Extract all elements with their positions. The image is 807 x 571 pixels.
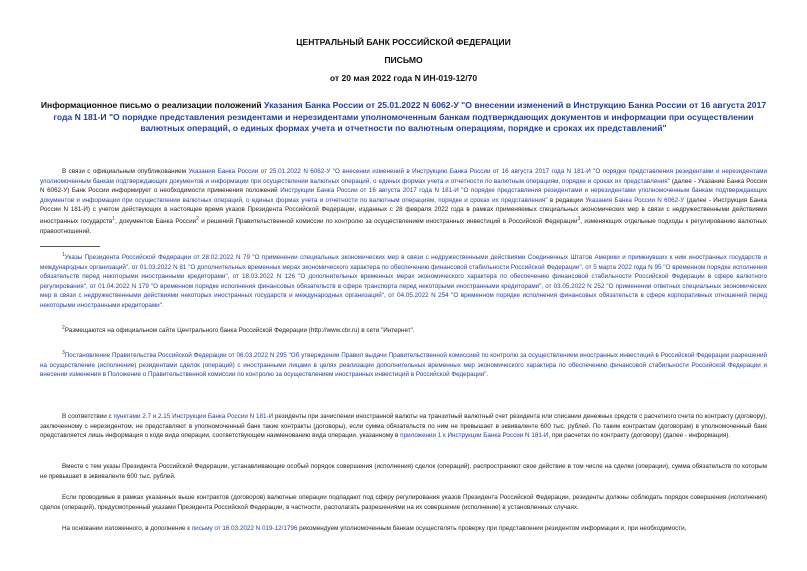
header-org: ЦЕНТРАЛЬНЫЙ БАНК РОССИЙСКОЙ ФЕДЕРАЦИИ (296, 37, 511, 47)
footnote-separator (40, 246, 100, 247)
paragraph-2 (40, 412, 767, 441)
footnote-ref-2[interactable]: 2 (196, 215, 199, 222)
p5-text-2: рекомендуем уполномоченным банкам осуществлять проверку при представлении резидентом информации и, при необходимости, (297, 525, 687, 532)
paragraph-4 (40, 493, 767, 512)
p2-link-points[interactable]: пунктами 2.7 и 2.15 Инструкции Банка России N 181-И (113, 413, 274, 420)
footnote-1-link[interactable]: Указы Президента Российской Федерации от 28.02.2022 N 79 "О применении специальных экономических мер в связи с недружественными действиями Соединенных Штатов Америки и примкнувших к ним иностранных государств и международных организаций", от 01.03.2022 N 81 "О дополнительных временных мерах экономического характера по обеспечению финансовой стабильности Российской Федерации", от 5 марта 2022 года N 95 "О временном порядке исполнения обязательств перед некоторыми иностранными кредиторами", от 18.03.2022 N 126 "О дополнительных временных мерах экономического характера по обеспечению финансовой стабильности Российской Федерации в сфере валютного регулирования", от 01.04.2022 N 179 "О временном порядке исполнения финансовых обязательств в сфере транспорта перед некоторыми иностранными кредиторами", от 03.05.2022 N 252 "О применении ответных специальных экономических мер в связи с недружественными действиями некоторых иностранных государств и международных организаций", от 04.05.2022 N 254 "О временном порядке исполнения финансовых обязательств в сфере корпоративных отношений перед некоторыми иностранными кредиторами". (40, 254, 767, 310)
p1-link-ukazanie-short[interactable]: Указания Банка России N 6062-У (585, 196, 685, 204)
footnote-2 (40, 324, 767, 336)
p2-text-3: , при расчетах по контракту (договору) (далее - информация). (548, 432, 731, 440)
footnote-3-marker: 3 (62, 350, 65, 356)
p5-text-1: На основании изложенного, в дополнение к (62, 525, 192, 532)
footnote-ref-1[interactable]: 1 (112, 215, 116, 222)
p2-link-appendix[interactable]: приложении 1 к Инструкции Банка России N 181-И (400, 432, 549, 440)
p1-text-1: В связи с официальным опубликованием (62, 168, 189, 175)
p1-text-4: (далее - Инструкция Банка России N 181-И) с учетом действующих в настоящее время указов Президента Российской Федерации, изданных с 28 февраля 2022 года в рамках применяемых специальных экономических мер в связи с недружественными действиями иностранных государств (40, 196, 767, 226)
document-title (40, 100, 767, 135)
p1-link-instruction[interactable]: Инструкции Банка России от 16 августа 2017 года N 181-И "О порядке представления резидентами и нерезидентами уполномоченным банкам подтверждающих документов и информации при осуществлении валютных операций, о единых формах учета и отчетности по валютным операциям, порядке и сроках их представления" (40, 187, 767, 204)
footnote-ref-3[interactable]: 3 (577, 215, 581, 222)
header-doc-type: ПИСЬМО (384, 55, 423, 65)
footnote-1 (40, 251, 767, 311)
footnote-2-text: Размещаются на официальном сайте Центрального банка Российской Федерации (http://www.cbr.ru) в сети "Интернет". (64, 327, 415, 335)
title-prefix: Информационное письмо о реализации положений (40, 100, 265, 110)
title-link[interactable]: Указания Банка России от 25.01.2022 N 6062-У "О внесении изменений в Инструкцию Банка России от 16 августа 2017 года N 181-И "О порядке представления резидентами и нерезидентами уполномоченным банкам подтверждающих документов и информации при осуществлении валютных операций, о единых формах учета и отчетности по валютным операциям, порядке и сроках их представлений" (53, 100, 767, 133)
p4-text: Если проводимые в рамках указанных выше контрактов (договоров) валютные операции подпадают под сферу регулирования указов Президента Российской Федерации, резиденты должны соблюдать порядок совершения (исполнения) сделок (операций), предусмотренный указами Президента Российской Федерации, в частности, располагать разрешениями на их совершение (исполнение) в установленных случаях. (40, 494, 767, 511)
p2-text-2: резиденты при зачислении иностранной валюты на транзитный валютный счет резидента или списании денежных средств с расчетного счета по контракту (договору), заключенному с нерезидентом, не представляют в уполномоченный банк такие контракты (договоры), если сумма обязательств по ним не превышает в эквиваленте 600 тыс. рублей. По таким контрактам (договорам) в уполномоченный банк представляется лишь информация о коде вида операции, соответствующем наименованию вида операции, указанному в (40, 413, 768, 440)
p1-text-5: , документов Банка России (115, 218, 197, 226)
p1-link-ukazanie[interactable]: Указания Банка России от 25.01.2022 N 6062-У "О внесении изменений в Инструкцию Банка России от 16 августа 2017 года N 181-И "О порядке представления резидентами и нерезидентами уполномоченным банкам подтверждающих документов и информации при осуществлении валютных операций, о единых формах учета и отчетности по валютным операциям, порядке и сроках их представления" (40, 168, 767, 185)
paragraph-1 (40, 167, 767, 236)
p1-text-7: , изменяющих отдельные подходы к регулированию валютных правоотношений. (40, 218, 768, 235)
footnote-1-marker: 1 (62, 252, 65, 258)
footnote-3 (40, 349, 767, 380)
paragraph-5 (40, 524, 767, 534)
header-doc-date: от 20 мая 2022 года N ИН-019-12/70 (329, 73, 478, 83)
p2-text-1: В соответствии с (62, 413, 114, 420)
footnote-3-link[interactable]: Постановление Правительства Российской Федерации от 06.03.2022 N 295 "Об утверждении Правил выдачи Правительственной комиссией по контролю за осуществлением иностранных инвестиций в Российской Федерации разрешений на осуществление (исполнение) резидентами сделок (операций) с иностранными лицами в целях реализации дополнительных временных мер экономического характера по обеспечению финансовой стабильности Российской Федерации и внесении изменения в Положение о Правительственной комиссии по контролю за осуществлением иностранных инвестиций в Российской Федерации". (40, 352, 767, 379)
p1-text-2: (далее - Указание Банка России N 6062-У) Банк России информирует о необходимости применения положений (40, 177, 767, 195)
p1-text-6: и решений Правительственной комиссии по контролю за осуществлением иностранных инвестиций в Российской Федерации (198, 218, 578, 226)
p1-text-3: в редакции (547, 196, 586, 204)
p3-text: Вместе с тем указы Президента Российской Федерации, устанавливающие особый порядок совершения (исполнения) сделок (операций), распространяют свое действие в том числе на сделки (операции), сумма обязательств по которым не превышает в эквиваленте 600 тыс. рублей. (40, 463, 767, 480)
footnote-2-marker: 2 (62, 325, 65, 331)
paragraph-3 (40, 462, 767, 481)
p5-link-letter[interactable]: письму от 16.03.2022 N 019-12/1796 (191, 525, 298, 532)
